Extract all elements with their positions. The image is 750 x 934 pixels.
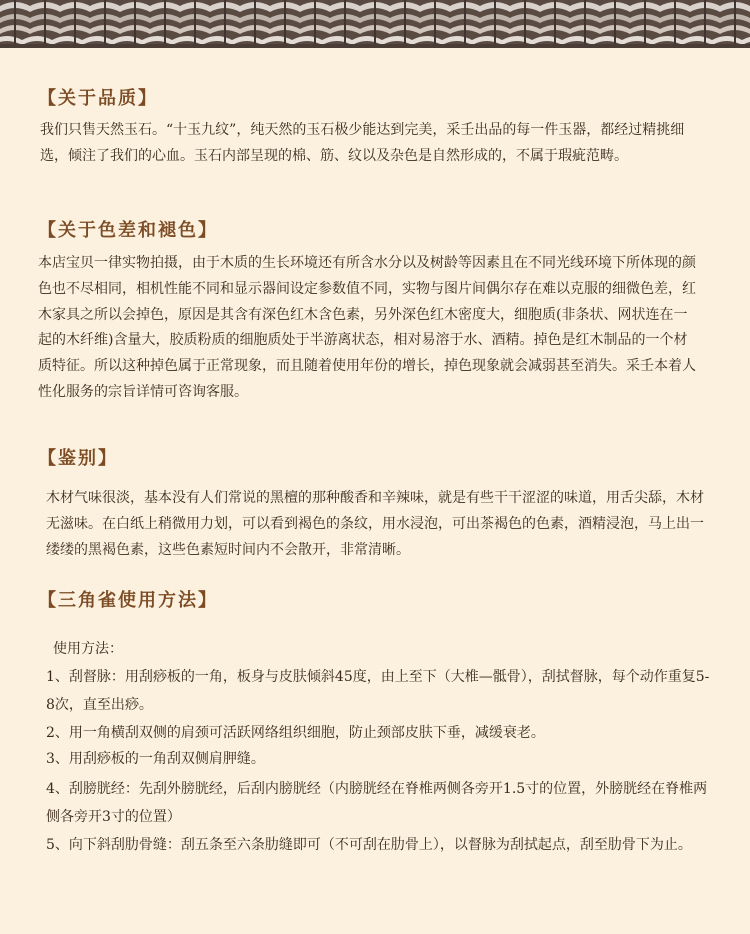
section-paragraph-identification: 木材气味很淡，基本没有人们常说的黑檀的那种酸香和辛辣味，就是有些干干涩涩的味道，用舌尖舔，木材无滋味。在白纸上稍微用力划，可以看到褐色的条纹，用水浸泡，可出茶褐色的色素，酒精浸泡，马上出一缕缕的黑褐色素，这些色素短时间内不会散开，非常清晰。 [46,490,704,558]
usage-step: 1、刮督脉：用刮痧板的一角，板身与皮肤倾斜45度，由上至下（大椎—骶骨），刮拭督脉，每个动作重复5-8次，直至出痧。 [46,669,710,713]
usage-intro: 使用方法： [53,641,123,657]
section-heading-identification: 【鉴别】 [38,448,118,469]
usage-step: 4、刮膀胱经：先刮外膀胱经，后刮内膀胱经（内膀胱经在脊椎两侧各旁开1.5寸的位置，外膀胱经在脊椎两侧各旁开3寸的位置） [46,781,708,825]
usage-step: 5、向下斜刮肋骨缝：刮五条至六条肋缝即可（不可刮在肋骨上），以督脉为刮拭起点，刮至肋骨下为止。 [46,837,692,853]
usage-step: 2、用一角横刮双侧的肩颈可活跃网络组织细胞，防止颈部皮肤下垂，减缓衰老。 [46,725,545,741]
section-paragraph-color-difference: 本店宝贝一律实物拍摄，由于木质的生长环境还有所含水分以及树龄等因素且在不同光线环境下所体现的颜色也不尽相同，相机性能不同和显示器间设定参数值不同，实物与图片间偶尔存在难以克服的细微色差，红木家具之所以会掉色，原因是其含有深色红木含色素，另外深色红木密度大，细胞质(非条状、网状连在一起的木纤维)含量大，胶质粉质的细胞质处于半游离状态，相对易溶于水、酒精。掉色是红木制品的一个材质特征。所以这种掉色属于正常现象，而且随着使用年份的增长，掉色现象就会减弱甚至消失。采壬本着人性化服务的宗旨详情可咨询客服。 [38,255,696,400]
usage-step: 3、用刮痧板的一角刮双侧肩胛缝。 [46,751,265,767]
section-heading-usage: 【三角雀使用方法】 [38,590,218,611]
section-paragraph-quality: 我们只售天然玉石。“十玉九纹”，纯天然的玉石极少能达到完美，采壬出品的每一件玉器，都经过精挑细选，倾注了我们的心血。玉石内部呈现的棉、筋、纹以及杂色是自然形成的，不属于瑕疵范畴。 [40,122,685,164]
section-heading-quality: 【关于品质】 [38,88,158,109]
section-heading-color-difference: 【关于色差和褪色】 [38,220,218,241]
